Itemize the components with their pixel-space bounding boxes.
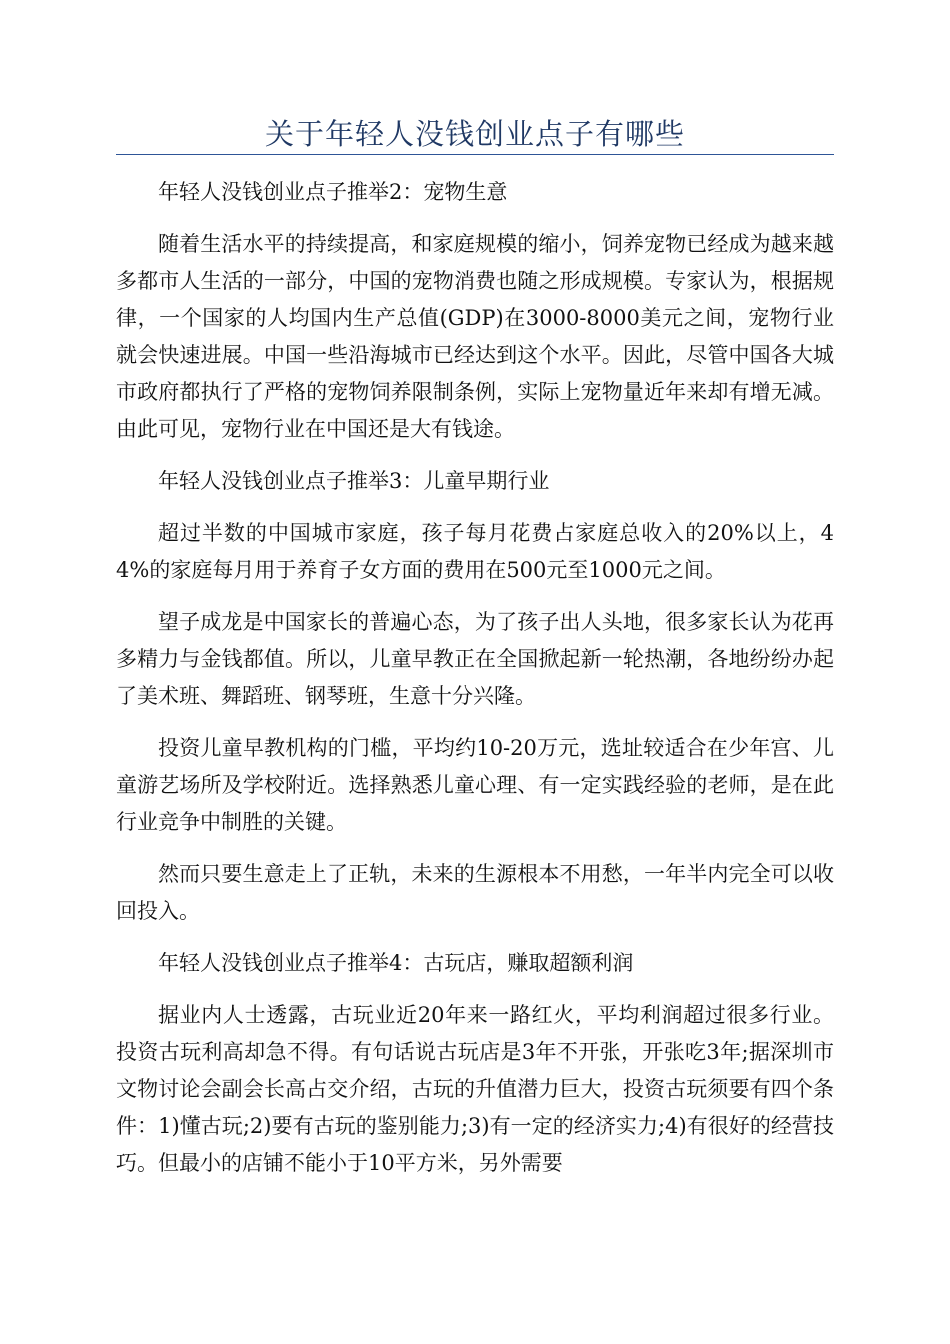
document-body xyxy=(116,174,834,1197)
paragraph-family-spending: 超过半数的中国城市家庭，孩子每月花费占家庭总收入的20%以上，44%的家庭每月用于养育子女方面的费用在500元至1000元之间。 xyxy=(116,521,834,582)
document-title: 关于年轻人没钱创业点子有哪些 xyxy=(264,117,685,151)
paragraph-investment-threshold: 投资儿童早教机构的门槛，平均约10-20万元，选址较适合在少年宫、儿童游艺场所及学校附近。选择熟悉儿童心理、有一定实践经验的老师，是在此行业竞争中制胜的关键。 xyxy=(116,736,834,834)
section-heading-antique-shop: 年轻人没钱创业点子推举4：古玩店，赚取超额利润 xyxy=(158,951,634,975)
paragraph-antiques: 据业内人士透露，古玩业近20年来一路红火，平均利润超过很多行业。投资古玩利高却急不得。有句话说古玩店是3年不开张，开张吃3年;据深圳市文物讨论会副会长高占交介绍，古玩的升值潜力巨大，投资古玩须要有四个条件：1)懂古玩;2)要有古玩的鉴别能力;3)有一定的经济实力;4)有很好的经营技巧。但最小的店铺不能小于10平方米，另外需要 xyxy=(116,1003,834,1175)
section-heading-early-education: 年轻人没钱创业点子推举3：儿童早期行业 xyxy=(158,469,550,493)
paragraph-pets: 随着生活水平的持续提高，和家庭规模的缩小，饲养宠物已经成为越来越多都市人生活的一部分，中国的宠物消费也随之形成规模。专家认为，根据规律，一个国家的人均国内生产总值(GDP)在3000-8000美元之间，宠物行业就会快速进展。中国一些沿海城市已经达到这个水平。因此，尽管中国各大城市政府都执行了严格的宠物饲养限制条例，实际上宠物量近年来却有增无减。由此可见，宠物行业在中国还是大有钱途。 xyxy=(116,232,834,441)
paragraph-parent-mindset: 望子成龙是中国家长的普遍心态，为了孩子出人头地，很多家长认为花再多精力与金钱都值。所以，儿童早教正在全国掀起新一轮热潮，各地纷纷办起了美术班、舞蹈班、钢琴班，生意十分兴隆。 xyxy=(116,610,834,708)
section-heading-pets: 年轻人没钱创业点子推举2：宠物生意 xyxy=(158,180,508,204)
title-underline xyxy=(116,154,834,155)
paragraph-payback: 然而只要生意走上了正轨，未来的生源根本不用愁，一年半内完全可以收回投入。 xyxy=(116,862,834,923)
